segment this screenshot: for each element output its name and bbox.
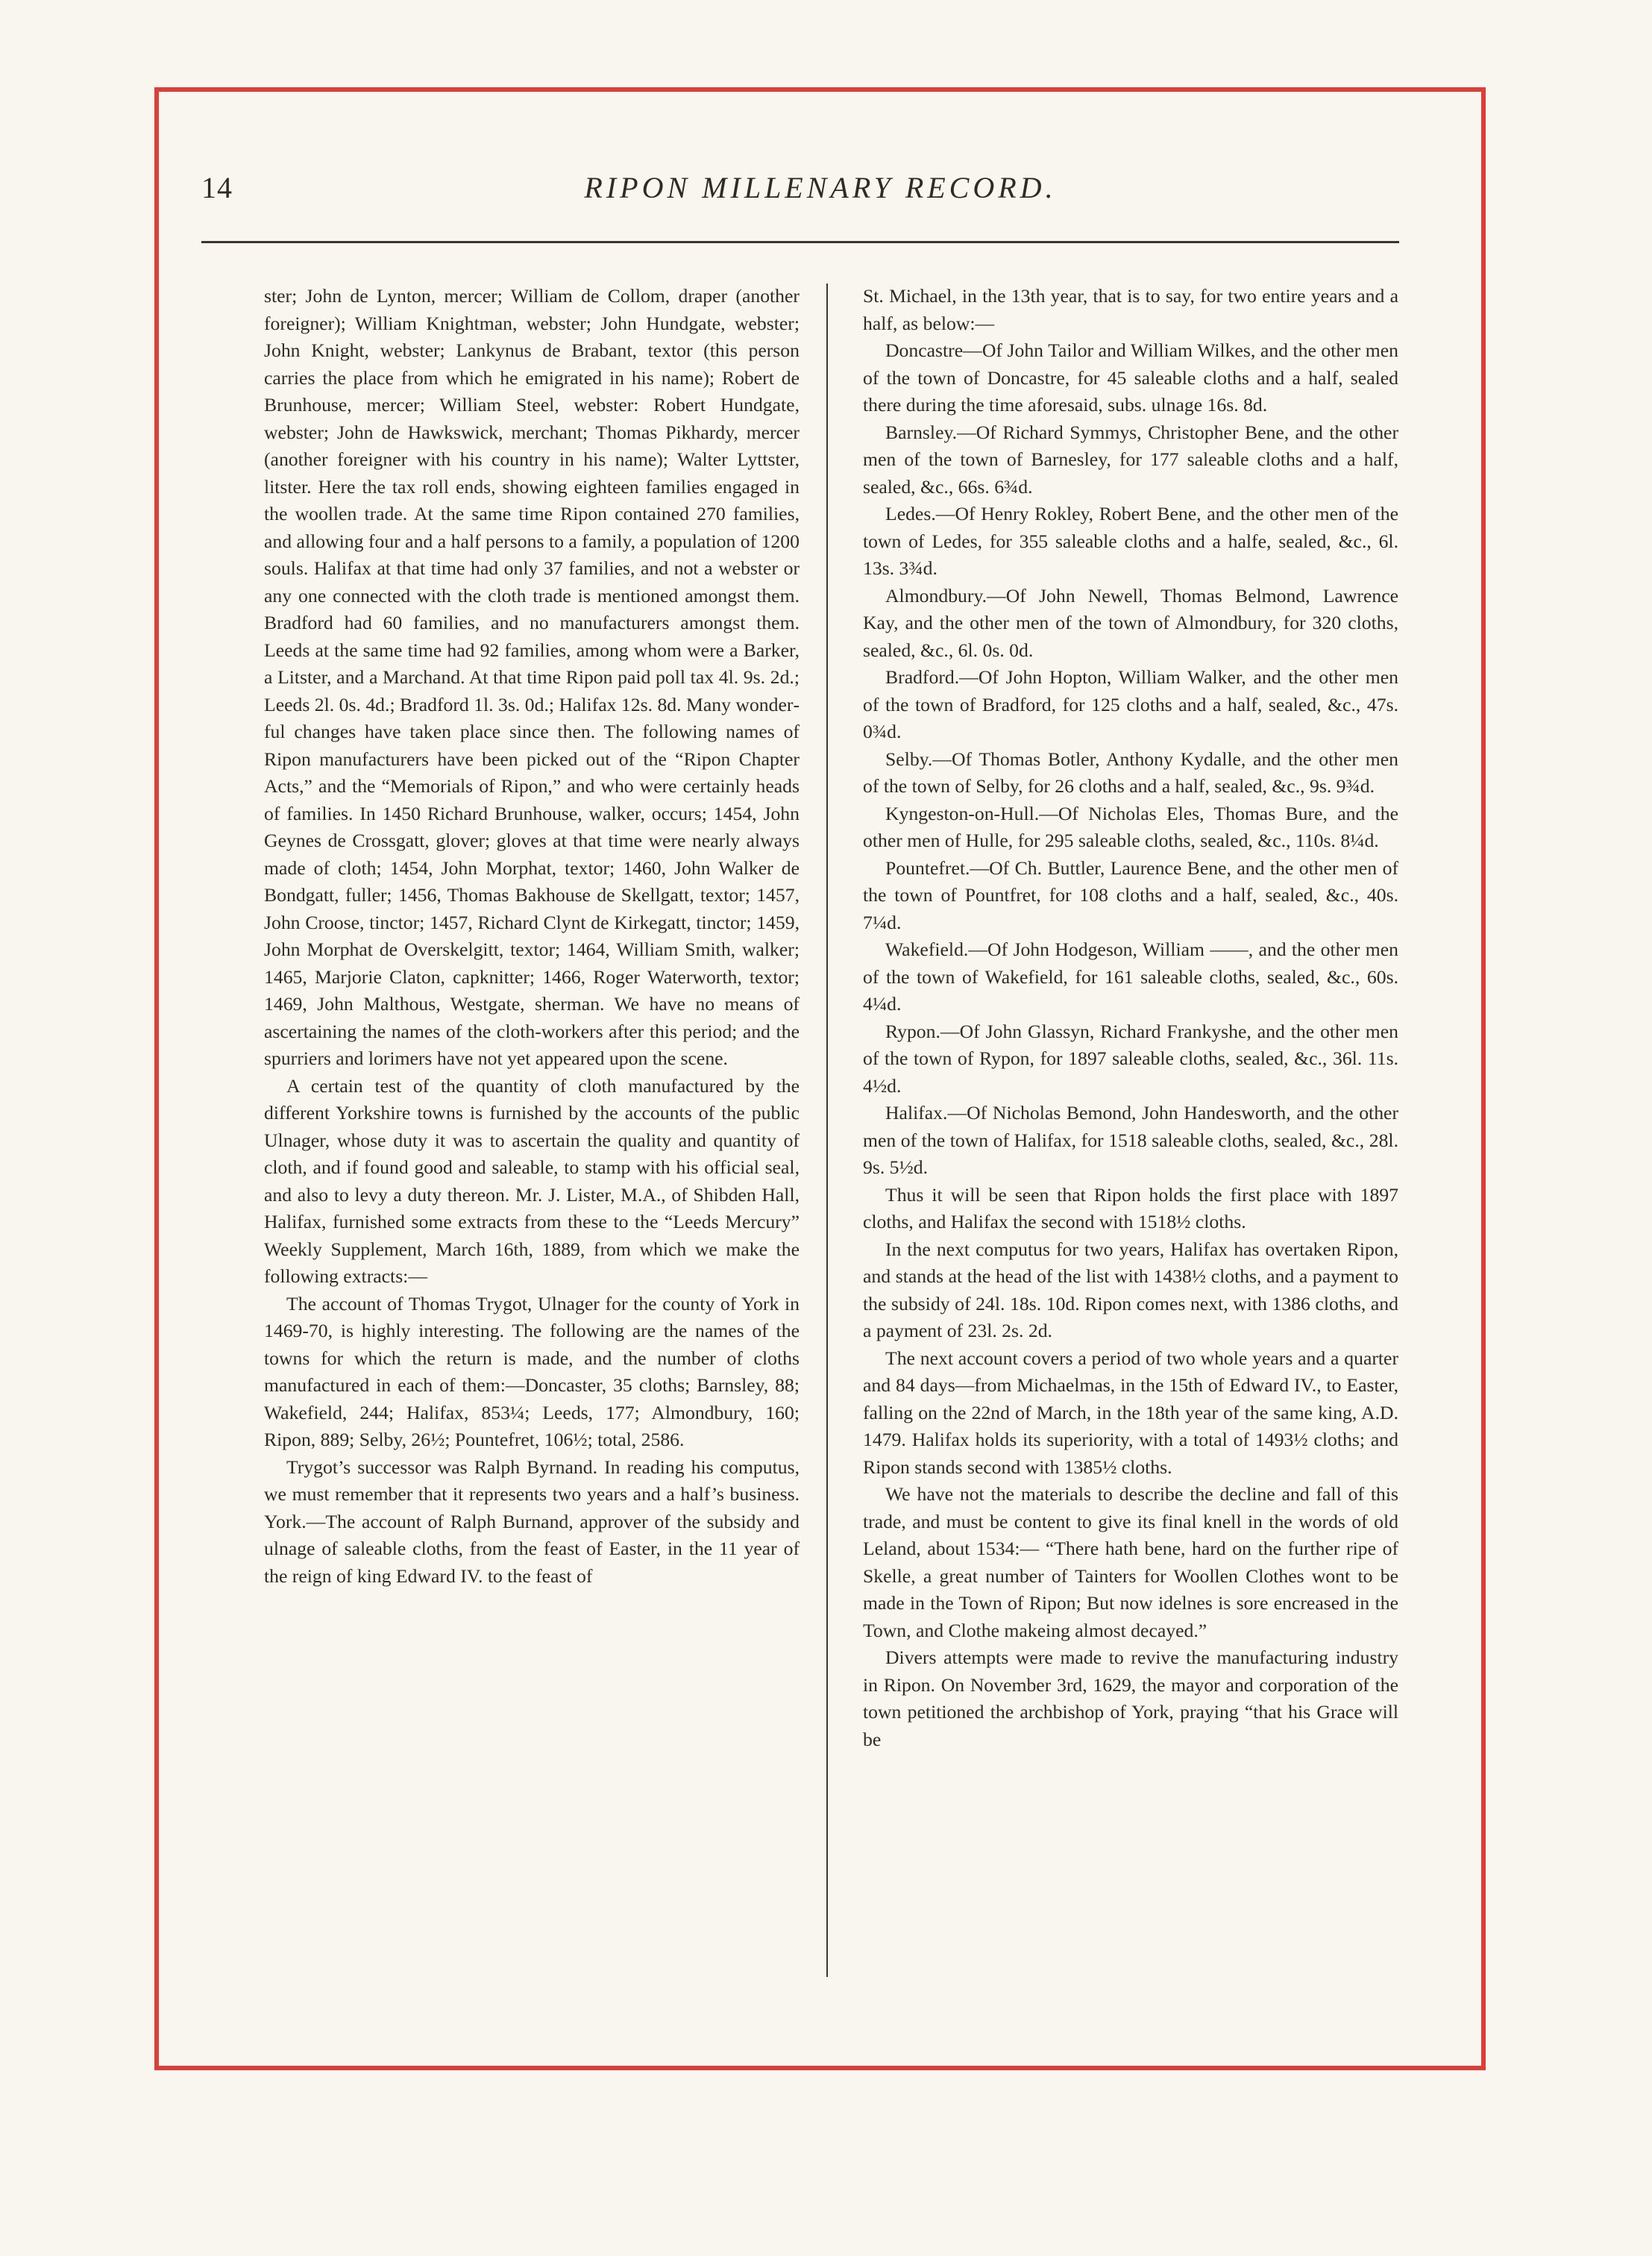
paragraph: A certain test of the quantity of cloth manufactured by the different Yorkshire towns is furnished by the accounts of the public Ulnager, whose duty it was to ascertain the quality and quantity of cloth, and if found good and saleable, to stamp with his official seal, and also to levy a duty thereon. Mr. J. Lister, M.A., of Shibden Hall, Halifax, furnished some extracts from these to the “Leeds Mercury” Weekly Supplement, March 16th, 1889, from which we make the following extracts:— <box>264 1074 800 1287</box>
paragraph: Kyngeston-on-Hull.—Of Nicholas Eles, Thomas Bure, and the other men of Hulle, for 295 saleable cloths, sealed, &c., 110s. 8¼d. <box>863 802 1398 851</box>
paragraph: In the next computus for two years, Halifax has overtaken Ripon, and stands at the head of the list with 1438½ cloths, and a payment to the subsidy of 24l. 18s. 10d. Ripon comes next, with 1386 cloths, and a payment of 23l. 2s. 2d. <box>863 1238 1398 1341</box>
paragraph: Barnsley.—Of Richard Symmys, Christopher Bene, and the other men of the town of Barnesley, for 177 saleable cloths and a half, sealed, &c., 66s. 6¾d. <box>863 421 1398 498</box>
page-number: 14 <box>201 171 233 204</box>
paragraph: Selby.—Of Thomas Botler, Anthony Kydalle, and the other men of the town of Selby, for 26 cloths and a half, sealed, &c., 9s. 9¾d. <box>863 748 1398 797</box>
paragraph: The next account covers a period of two whole years and a quarter and 84 days—from Michaelmas, in the 15th of Edward IV., to Easter, falling on the 22nd of March, in the 18th year of the same king, A.D. 1479. Halifax holds its superiority, with a total of 1493½ cloths; and Ripon stands second with 1385½ cloths. <box>863 1347 1398 1478</box>
left-column <box>264 283 800 1590</box>
paragraph: The account of Thomas Trygot, Ulnager for the county of York in 1469-70, is highly interesting. The following are the names of the towns for which the return is made, and the number of cloths manufactured in each of them:—Doncaster, 35 cloths; Barnsley, 88; Wakefield, 244; Halifax, 853¼; Leeds, 177; Almondbury, 160; Ripon, 889; Selby, 26½; Pountefret, 106½; total, 2586. <box>264 1292 800 1450</box>
paragraph: Bradford.—Of John Hopton, William Walker, and the other men of the town of Bradford, for 125 cloths and a half, sealed, &c., 47s. 0¾d. <box>863 666 1398 742</box>
right-column <box>863 283 1398 1753</box>
paragraph: Divers attempts were made to revive the manufacturing industry in Ripon. On November 3rd, 1629, the mayor and corporation of the town petitioned the archbishop of York, praying “that his Grace will be <box>863 1646 1398 1750</box>
paragraph: Pountefret.—Of Ch. Buttler, Laurence Bene, and the other men of the town of Pountfret, for 108 cloths and a half, sealed, &c., 40s. 7¼d. <box>863 856 1398 933</box>
paragraph: Halifax.—Of Nicholas Bemond, John Handesworth, and the other men of the town of Halifax, for 1518 saleable cloths, sealed, &c., 28l. 9s. 5½d. <box>863 1102 1398 1178</box>
paragraph: Rypon.—Of John Glassyn, Richard Frankyshe, and the other men of the town of Rypon, for 1897 saleable cloths, sealed, &c., 36l. 11s. 4½d. <box>863 1020 1398 1097</box>
paragraph: St. Michael, in the 13th year, that is to say, for two entire years and a half, as below:— <box>863 285 1398 334</box>
paragraph: ster; John de Lynton, mercer; William de Collom, draper (another foreigner); William Knightman, webster; John Hundgate, webster; John Knight, webster; Lankynus de Brabant, textor (this person carries the place from which he emigrated in his name); Robert de Brunhouse, mercer; William Steel, webster: Robert Hundgate, webster; John de Hawkswick, merchant; Thomas Pikhardy, mercer (another foreigner with his country in his name); Walter Lyttster, litster. Here the tax roll ends, showing eighteen families engaged in the woollen trade. At the same time Ripon contained 270 families, and allowing four and a half persons to a family, a population of 1200 souls. Halifax at that time had only 37 families, and not a webster or any one connected with the cloth trade is mentioned amongst them. Bradford had 60 families, and no manufacturers amongst them. Leeds at the same time had 92 families, among whom were a Barker, a Litster, and a Marchand. At that time Ripon paid poll tax 4l. 9s. 2d.; Leeds 2l. 0s. 4d.; Bradford 1l. 3s. 0d.; Halifax 12s. 8d. Many wonderful changes have taken place since then. The following names of Ripon manufacturers have been picked out of the “Ripon Chapter Acts,” and the “Memorials of Ripon,” and who were certainly heads of families. In 1450 Richard Brunhouse, walker, occurs; 1454, John Geynes de Crossgatt, glover; gloves at that time were nearly always made of cloth; 1454, John Morphat, textor; 1460, John Walker de Bondgatt, fuller; 1456, Thomas Bakhouse de Skellgatt, textor; 1457, John Croose, tinctor; 1457, Richard Clynt de Kirkegatt, tinctor; 1459, John Morphat de Overskelgitt, textor; 1464, William Smith, walker; 1465, Marjorie Claton, capknitter; 1466, Roger Waterworth, textor; 1469, John Malthous, Westgate, sherman. We have no means of ascertaining the names of the cloth-workers after this period; and the spurriers and lorimers have not yet appeared upon the scene. <box>264 285 800 1069</box>
running-title: RIPON MILLENARY RECORD. <box>584 171 1057 204</box>
header-rule <box>201 241 1399 243</box>
paragraph: Ledes.—Of Henry Rokley, Robert Bene, and the other men of the town of Ledes, for 355 saleable cloths and a halfe, sealed, &c., 6l. 13s. 3¾d. <box>863 503 1398 579</box>
column-divider <box>826 283 828 1977</box>
paragraph: Thus it will be seen that Ripon holds the first place with 1897 cloths, and Halifax the second with 1518½ cloths. <box>863 1183 1398 1232</box>
paragraph: Doncastre—Of John Tailor and William Wilkes, and the other men of the town of Doncastre, for 45 saleable cloths and a half, sealed there during the time aforesaid, subs. ulnage 16s. 8d. <box>863 339 1398 416</box>
paragraph: Almondbury.—Of John Newell, Thomas Belmond, Lawrence Kay, and the other men of the town of Almondbury, for 320 cloths, sealed, &c., 6l. 0s. 0d. <box>863 584 1398 661</box>
paragraph: Wakefield.—Of John Hodgeson, William ——, and the other men of the town of Wakefield, for 161 saleable cloths, sealed, &c., 60s. 4¼d. <box>863 939 1398 1015</box>
paragraph: We have not the materials to describe the decline and fall of this trade, and must be content to give its final knell in the words of old Leland, about 1534:— “There hath bene, hard on the further ripe of Skelle, a great number of Tainters for Woollen Clothes wont to be made in the Town of Ripon; But now idelnes is sore encreased in the Town, and Clothe makeing almost decayed.” <box>863 1483 1398 1641</box>
paragraph: Trygot’s successor was Ralph Byrnand. In reading his computus, we must remember that it represents two years and a half’s business. York.—The account of Ralph Burnand, approver of the subsidy and ulnage of saleable cloths, from the feast of Easter, in the 11 year of the reign of king Edward IV. to the feast of <box>264 1456 800 1587</box>
